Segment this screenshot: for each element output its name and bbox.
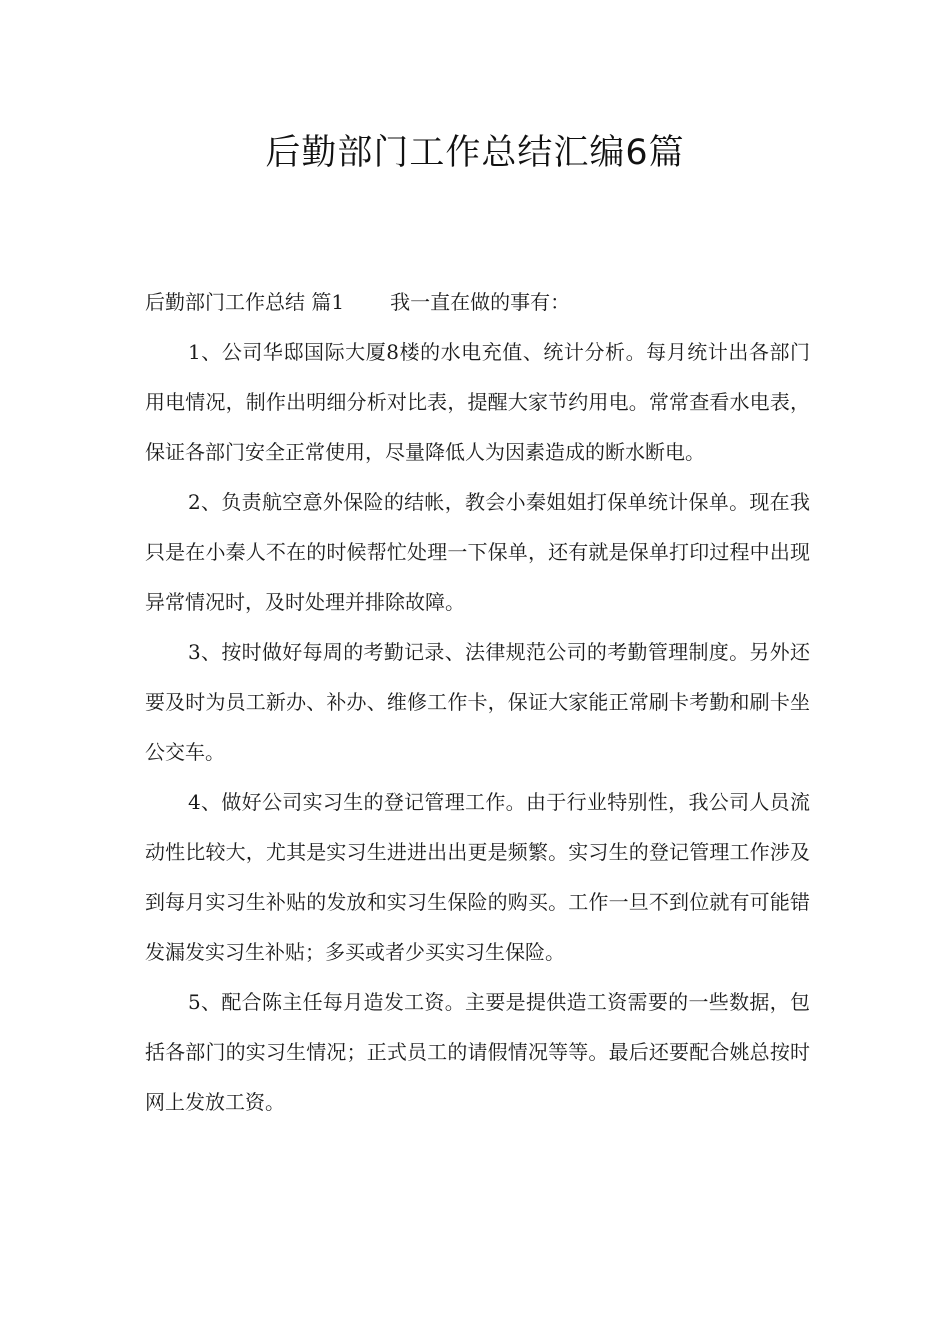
paragraph-2: 2、负责航空意外保险的结帐，教会小秦姐姐打保单统计保单。现在我只是在小秦人不在的时候帮忙处理一下保单，还有就是保单打印过程中出现异常情况时，及时处理并排除故障。 xyxy=(145,490,810,614)
document-title: 后勤部门工作总结汇编6篇 xyxy=(265,133,685,173)
intro-line xyxy=(145,277,810,327)
paragraph-1: 1、公司华邸国际大厦8楼的水电充值、统计分析。每月统计出各部门用电情况，制作出明细分析对比表，提醒大家节约用电。常常查看水电表，保证各部门安全正常使用，尽量降低人为因素造成的断水断电。 xyxy=(145,340,810,464)
document-body xyxy=(145,277,810,1127)
paragraph-5: 5、配合陈主任每月造发工资。主要是提供造工资需要的一些数据，包括各部门的实习生情况；正式员工的请假情况等等。最后还要配合姚总按时网上发放工资。 xyxy=(145,990,810,1114)
intro-text: 我一直在做的事有： xyxy=(390,290,571,314)
paragraph-4: 4、做好公司实习生的登记管理工作。由于行业特别性，我公司人员流动性比较大，尤其是实习生进进出出更是频繁。实习生的登记管理工作涉及到每月实习生补贴的发放和实习生保险的购买。工作一旦不到位就有可能错发漏发实习生补贴；多买或者少买实习生保险。 xyxy=(145,790,810,964)
paragraph-3: 3、按时做好每周的考勤记录、法律规范公司的考勤管理制度。另外还要及时为员工新办、补办、维修工作卡，保证大家能正常刷卡考勤和刷卡坐公交车。 xyxy=(145,640,810,764)
intro-heading: 后勤部门工作总结 篇1 xyxy=(145,290,345,314)
